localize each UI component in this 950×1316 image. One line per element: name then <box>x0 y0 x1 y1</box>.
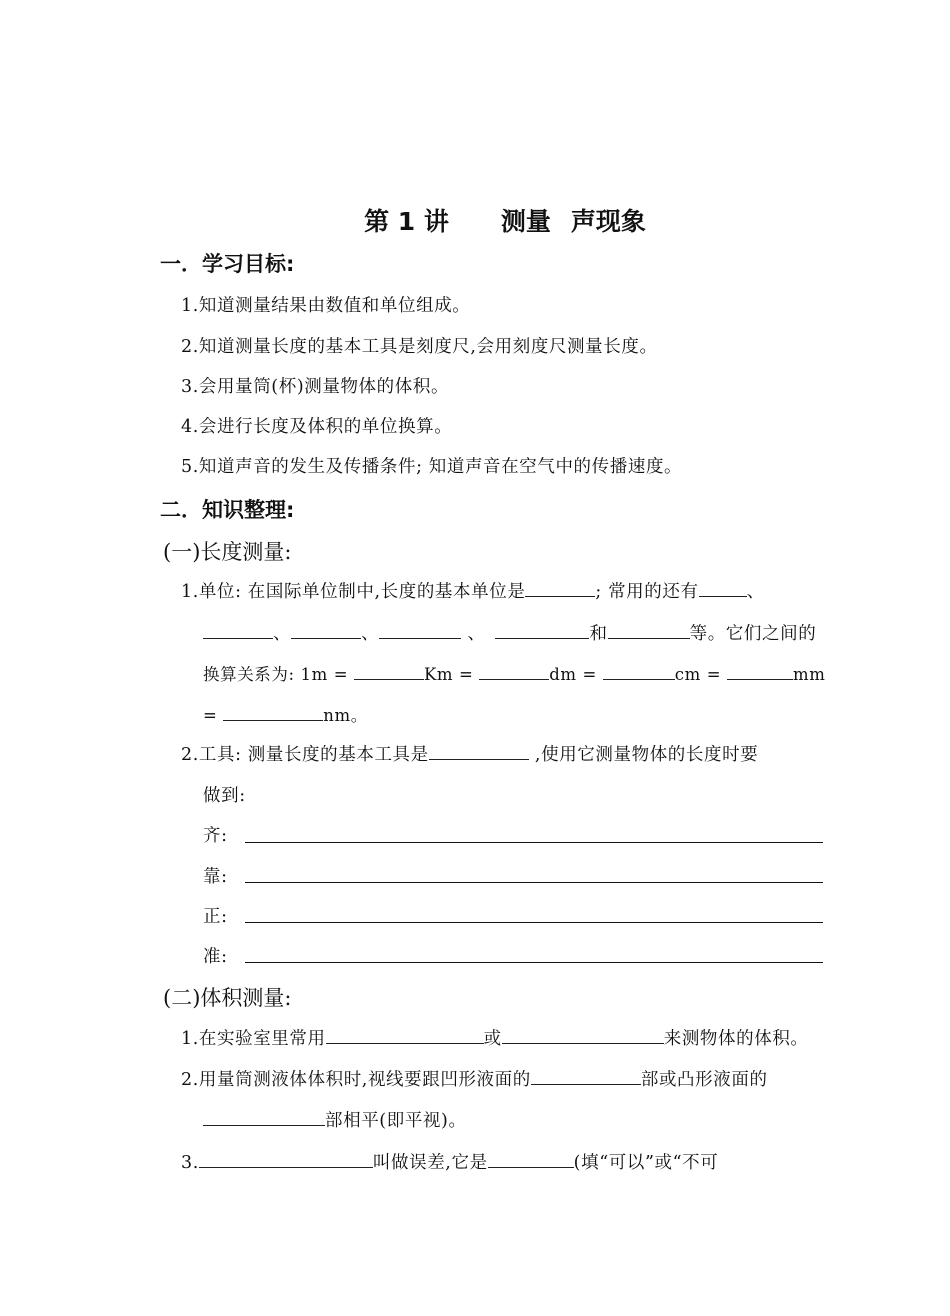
blank-field[interactable] <box>199 1150 373 1168</box>
blank-field[interactable] <box>608 621 690 639</box>
answer-line[interactable] <box>245 962 823 963</box>
blank-field[interactable] <box>502 1026 664 1044</box>
objective-item: 3.会用量筒(杯)测量物体的体积。 <box>181 377 450 397</box>
answer-line[interactable] <box>245 882 823 883</box>
rule-label-qi: 齐: <box>203 826 228 846</box>
length-tool-question: 2.工具: 测量长度的基本工具是 ,使用它测量物体的长度时要 <box>181 741 758 766</box>
title-topic-sound: 声现象 <box>570 207 646 236</box>
blank-field[interactable] <box>291 621 361 639</box>
volume-reading-question: 2.用量筒测液体体积时,视线要跟凹形液面的 部或凸形液面的 <box>181 1066 768 1091</box>
objective-item: 4.会进行长度及体积的单位换算。 <box>181 417 453 437</box>
blank-field[interactable] <box>727 662 793 680</box>
blank-field[interactable] <box>495 621 589 639</box>
rule-label-zheng: 正: <box>203 907 228 927</box>
title-topic-measurement: 测量 <box>500 207 551 236</box>
blank-field[interactable] <box>479 662 549 680</box>
page-title <box>0 202 950 238</box>
blank-field[interactable] <box>429 742 529 760</box>
rule-label-kao: 靠: <box>203 867 228 887</box>
blank-field[interactable] <box>203 1108 325 1126</box>
error-question: 3. 叫做误差,它是 (填“可以”或“不可 <box>181 1149 718 1174</box>
blank-field[interactable] <box>326 1026 484 1044</box>
objective-item: 5.知道声音的发生及传播条件; 知道声音在空气中的传播速度。 <box>181 457 683 477</box>
blank-field[interactable] <box>488 1150 574 1168</box>
blank-field[interactable] <box>203 621 273 639</box>
volume-reading-question-cont: 部相平(即平视)。 <box>203 1107 467 1132</box>
subsection-heading-volume: (二)体积测量: <box>163 986 292 1010</box>
length-tool-question-cont: 做到: <box>203 786 246 806</box>
unit-conversion-line-cont: = nm。 <box>203 702 368 726</box>
unit-conversion-line: 换算关系为: 1m = Km = dm = cm = mm <box>203 661 826 685</box>
blank-field[interactable] <box>603 662 675 680</box>
volume-tool-question: 1.在实验室里常用 或 来测物体的体积。 <box>181 1025 809 1050</box>
section-heading-knowledge: 二．知识整理: <box>160 498 295 522</box>
blank-field[interactable] <box>223 703 323 721</box>
blank-field[interactable] <box>354 662 424 680</box>
blank-field[interactable] <box>525 579 595 597</box>
subsection-heading-length: (一)长度测量: <box>163 540 292 564</box>
objective-item: 2.知道测量长度的基本工具是刻度尺,会用刻度尺测量长度。 <box>181 337 658 357</box>
answer-line[interactable] <box>245 842 823 843</box>
length-unit-question-cont: 、 、 、 和 等。它们之间的 <box>203 620 816 645</box>
blank-field[interactable] <box>379 621 461 639</box>
blank-field[interactable] <box>699 579 747 597</box>
section-heading-objectives: 一．学习目标: <box>160 252 295 276</box>
lecture-number: 第 1 讲 <box>364 207 449 236</box>
length-unit-question: 1.单位: 在国际单位制中,长度的基本单位是 ; 常用的还有 、 <box>181 578 765 603</box>
objective-item: 1.知道测量结果由数值和单位组成。 <box>181 296 471 316</box>
blank-field[interactable] <box>531 1067 641 1085</box>
answer-line[interactable] <box>245 922 823 923</box>
rule-label-zhun: 准: <box>203 947 228 967</box>
